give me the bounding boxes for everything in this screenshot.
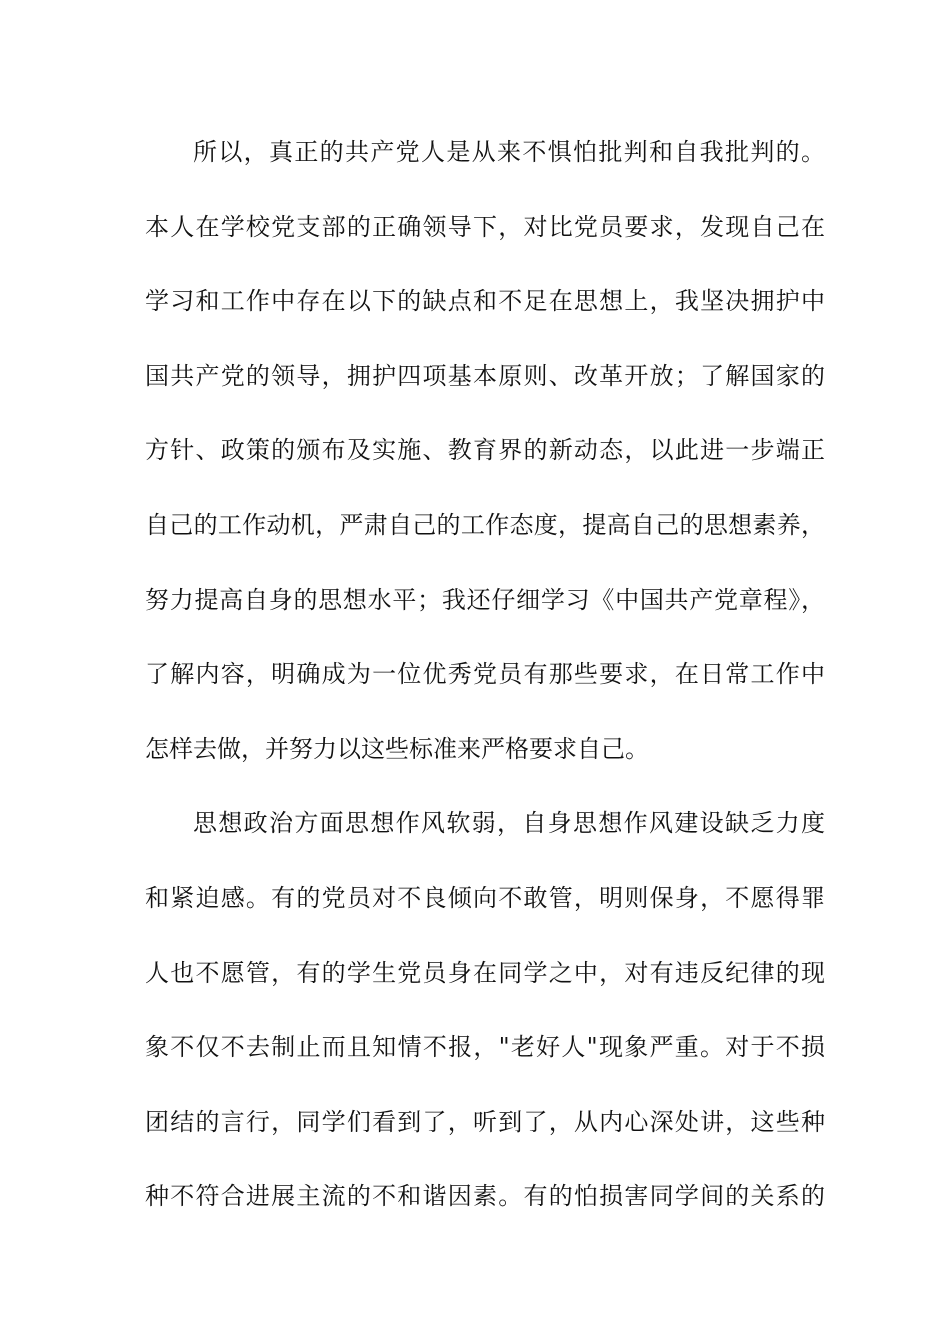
- text-line: 国共产党的领导，拥护四项基本原则、改革开放；了解国家的: [145, 361, 825, 390]
- document-body: [145, 128, 825, 1247]
- text-line: 思想政治方面思想作风软弱，自身思想作风建设缺乏力度: [193, 809, 825, 838]
- text-line: 所以，真正的共产党人是从来不惧怕批判和自我批判的。: [193, 138, 825, 166]
- text-line: 自己的工作动机，严肃自己的工作态度，提高自己的思想素养，: [145, 510, 825, 539]
- text-line: 了解内容，明确成为一位优秀党员有那些要求，在日常工作中: [145, 660, 825, 689]
- text-line: 和紧迫感。有的党员对不良倾向不敢管，明则保身，不愿得罪: [145, 883, 825, 912]
- text-line: 方针、政策的颁布及实施、教育界的新动态，以此进一步端正: [145, 436, 825, 465]
- text-line: 团结的言行，同学们看到了，听到了，从内心深处讲，这些种: [145, 1107, 825, 1136]
- text-line: 本人在学校党支部的正确领导下，对比党员要求，发现自己在: [145, 212, 825, 241]
- text-line: 种不符合进展主流的不和谐因素。有的怕损害同学间的关系的: [145, 1182, 825, 1211]
- text-line: 象不仅不去制止而且知情不报，"老好人"现象严重。对于不损: [145, 1033, 825, 1062]
- text-line: 努力提高自身的思想水平；我还仔细学习《中国共产党章程》，: [145, 585, 825, 614]
- text-line: 学习和工作中存在以下的缺点和不足在思想上，我坚决拥护中: [145, 287, 825, 316]
- text-line: 人也不愿管，有的学生党员身在同学之中，对有违反纪律的现: [145, 958, 825, 987]
- text-line: 怎样去做，并努力以这些标准来严格要求自己。: [145, 734, 649, 763]
